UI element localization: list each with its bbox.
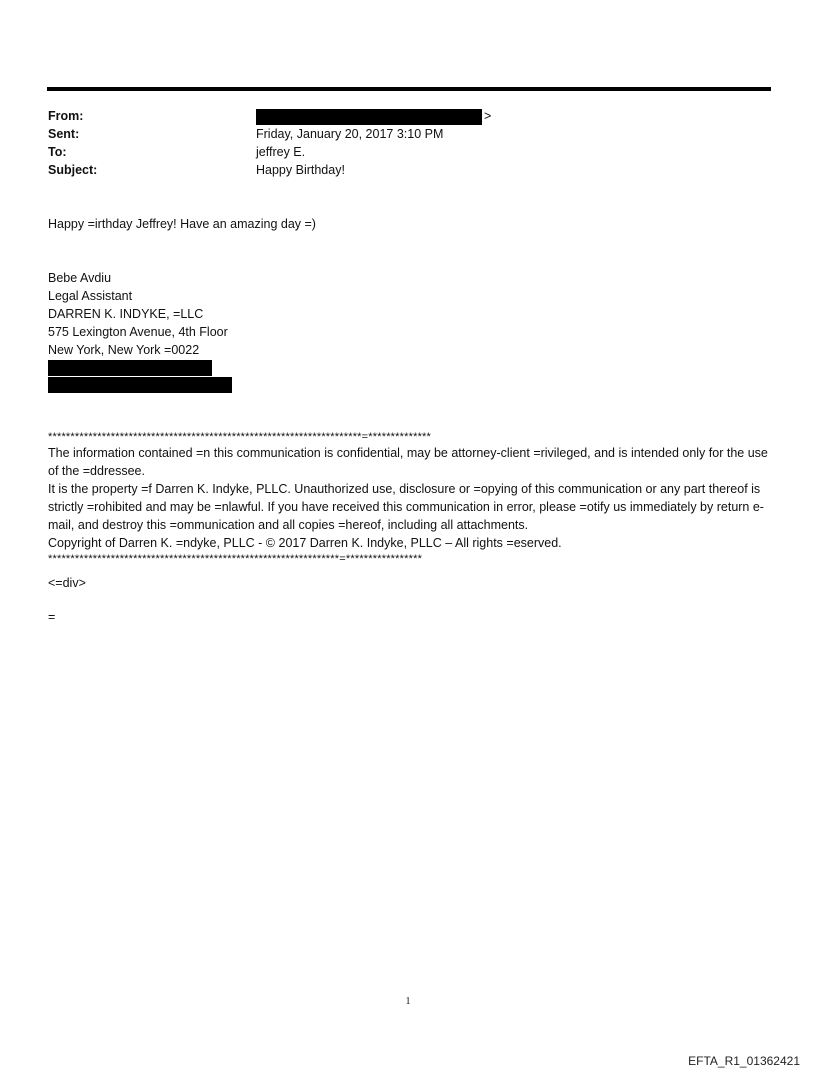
div-artifact: <=div>	[48, 576, 86, 590]
signature-redaction-1	[48, 360, 212, 376]
subject-row	[48, 161, 768, 179]
from-row	[48, 107, 768, 125]
to-row	[48, 143, 768, 161]
sent-value: Friday, January 20, 2017 3:10 PM	[256, 127, 444, 141]
to-label: To:	[48, 145, 67, 159]
disclaimer-paragraph-3: Copyright of Darren K. =ndyke, PLLC - © 2017 Darren K. Indyke, PLLC – All rights =eserved.	[48, 536, 562, 550]
to-value: jeffrey E.	[256, 145, 306, 159]
signature-address-line1: 575 Lexington Avenue, 4th Floor	[48, 325, 228, 339]
disclaimer-paragraph-1: The information contained =n this communication is confidential, may be attorney-client =rivileged, and is intended only for the use of the =ddressee.	[48, 446, 768, 478]
signature-address-line2: New York, New York =0022	[48, 343, 200, 357]
subject-label: Subject:	[48, 163, 98, 177]
from-suffix: >	[484, 109, 492, 123]
disclaimer-paragraph-2: It is the property =f Darren K. Indyke, PLLC. Unauthorized use, disclosure or =opying of this communication or any part thereof is strictly =rohibited and may be =nlawful. If you have received this communication in error, please =otify us immediately by return e-mail, and destroy this =ommunication and all copies =hereof, including all attachments.	[48, 482, 764, 532]
from-redaction	[256, 109, 482, 125]
from-value	[256, 107, 768, 125]
sent-label: Sent:	[48, 127, 80, 141]
disclaimer-stars-top: **********************************************************************=**************	[48, 431, 432, 443]
message-greeting: Happy =irthday Jeffrey! Have an amazing day =)	[48, 217, 316, 231]
bates-number: EFTA_R1_01362421	[688, 1054, 800, 1068]
subject-value: Happy Birthday!	[256, 163, 345, 177]
equals-artifact: =	[48, 610, 56, 624]
signature-name: Bebe Avdiu	[48, 271, 112, 285]
from-label: From:	[48, 109, 84, 123]
page-number: 1	[405, 996, 411, 1007]
sent-row	[48, 125, 768, 143]
signature-firm: DARREN K. INDYKE, =LLC	[48, 307, 204, 321]
header-rule	[47, 87, 771, 91]
signature-block	[48, 269, 770, 359]
disclaimer-stars-bottom: *****************************************************************=*****************	[48, 553, 423, 565]
signature-title: Legal Assistant	[48, 289, 133, 303]
disclaimer-block	[48, 430, 770, 566]
email-header	[48, 107, 768, 179]
signature-redaction-2	[48, 377, 232, 393]
